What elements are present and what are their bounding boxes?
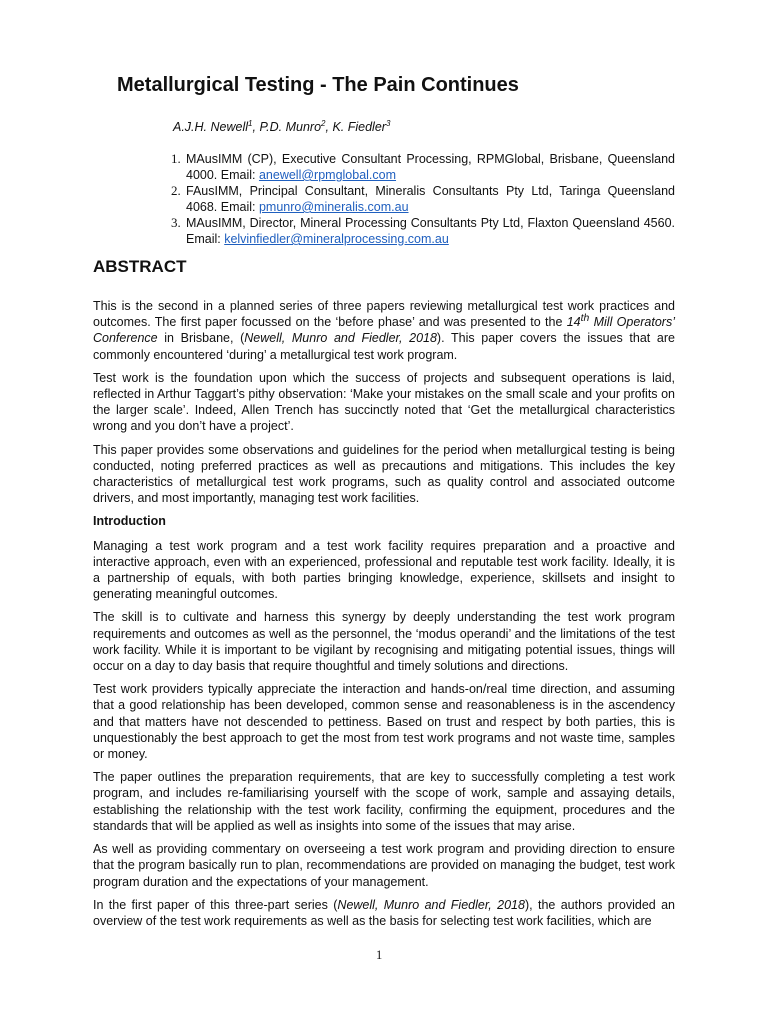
body-text: [93, 298, 675, 936]
author-1: A.J.H. Newell: [173, 120, 249, 134]
paper-title: Metallurgical Testing - The Pain Continues: [117, 74, 519, 96]
author-separator: ,: [325, 120, 333, 134]
abstract-heading: ABSTRACT: [93, 257, 187, 276]
affiliation-item: [173, 215, 675, 247]
affiliation-text: FAusIMM, Principal Consultant, Mineralis Consultants Pty Ltd, Taringa Queensland 4068. Email:: [186, 184, 675, 214]
affiliation-item: [173, 183, 675, 215]
paragraph: Test work is the foundation upon which the success of projects and subsequent operations is laid, reflected in Arthur Taggart’s pithy observation: ‘Make your mistakes on the small scale and your profits on the larger scale’. Indeed, Allen Trench has succinctly noted that ‘Get the metallurgical characteristics wrong and you don’t have a project’.: [93, 370, 675, 434]
text-span: This is the second in a planned series of three papers reviewing metallurgical test work practices and outcomes. The first paper focussed on the ‘before phase’ and was presented to the: [93, 299, 675, 330]
affiliation-text: MAusIMM (CP), Executive Consultant Processing, RPMGlobal, Brisbane, Queensland 4000. Email:: [186, 152, 675, 182]
email-link[interactable]: kelvinfiedler@mineralprocessing.com.au: [224, 232, 449, 246]
affiliation-number: 2.: [171, 183, 181, 198]
author-3: K. Fiedler: [332, 120, 386, 134]
email-link[interactable]: pmunro@mineralis.com.au: [258, 200, 409, 214]
author-list: [173, 120, 390, 134]
ordinal-suffix: th: [580, 313, 590, 325]
paragraph: [93, 298, 675, 363]
conference-name: Mill Operators’ Conference: [93, 315, 676, 346]
page-number: 1: [376, 948, 383, 962]
affiliation-number: 3.: [171, 215, 181, 230]
affiliation-item: [173, 151, 675, 183]
affiliation-number: 1.: [171, 151, 181, 166]
paragraph: The paper outlines the preparation requirements, that are key to successfully completing a test work program, and includes re-familiarising yourself with the scope of work, sample and assaying details, establishing the relationship with the test work facility, confirming the equipment, procedures and the standards that will be applied as well as insights into some of the issues that may arise.: [93, 770, 675, 833]
author-3-affil: 3: [385, 118, 391, 128]
paragraph: As well as providing commentary on overseeing a test work program and providing direction to ensure that the program basically run to plan, recommendations are provided on managing the budget, test work program duration and the expectations of your management.: [93, 842, 675, 889]
paragraph: Managing a test work program and a test work facility requires preparation and a proactive and interactive approach, even with an experienced, professional and reputable test work facility. Ideally, it is a partnership of equals, with both parties bringing knowledge, experience, skillsets and insight to generating meaningful outcomes.: [93, 538, 675, 602]
author-1-affil: 1: [248, 118, 253, 128]
paragraph: Test work providers typically appreciate the interaction and hands-on/real time direction, and assuming that a good relationship has been developed, common sense and reasonableness is in the ascendency and that matters have not descended to pettiness. Based on trust and respect by both parties, this is unquestionably the best approach to get the most from test work programs and not waste time, samples or money.: [93, 682, 675, 762]
text-span: ), the authors provided an overview of the test work requirements as well as the basis for selecting test work facilities, which are: [93, 897, 675, 928]
author-2-affil: 2: [321, 118, 326, 128]
text-span: in Brisbane, (: [157, 331, 245, 346]
section-heading-introduction: Introduction: [93, 514, 166, 529]
author-separator: ,: [252, 120, 260, 134]
text-span: ). This paper covers the issues that are commonly encountered ‘during’ a metallurgical test work program.: [93, 331, 675, 362]
citation: Newell, Munro and Fiedler, 2018: [244, 331, 437, 346]
conference-name: 14: [566, 315, 581, 330]
paragraph: This paper provides some observations and guidelines for the period when metallurgical testing is being conducted, noting preferred practices as well as precautions and mitigations. This includes the key characteristics of metallurgical test work programs, such as quality control and associated outcome drivers, and most importantly, managing test work facilities.: [93, 442, 675, 506]
affiliation-text: MAusIMM, Director, Mineral Processing Consultants Pty Ltd, Flaxton Queensland 4560. Email:: [186, 216, 675, 246]
citation: Newell, Munro and Fiedler, 2018: [337, 897, 525, 912]
author-2: P.D. Munro: [259, 120, 322, 134]
paragraph: The skill is to cultivate and harness this synergy by deeply understanding the test work program requirements and outcomes as well as the personnel, the ‘modus operandi’ and the limitations of the test work facility. While it is important to be vigilant by recognising and mitigating potential issues, things will occur on a day to day basis that require thoughtful and timely solutions and directions.: [93, 610, 675, 674]
email-link[interactable]: anewell@rpmglobal.com: [258, 168, 397, 182]
text-span: In the first paper of this three-part series (: [93, 897, 338, 912]
paragraph: [93, 897, 675, 929]
affiliation-list: [173, 151, 675, 247]
